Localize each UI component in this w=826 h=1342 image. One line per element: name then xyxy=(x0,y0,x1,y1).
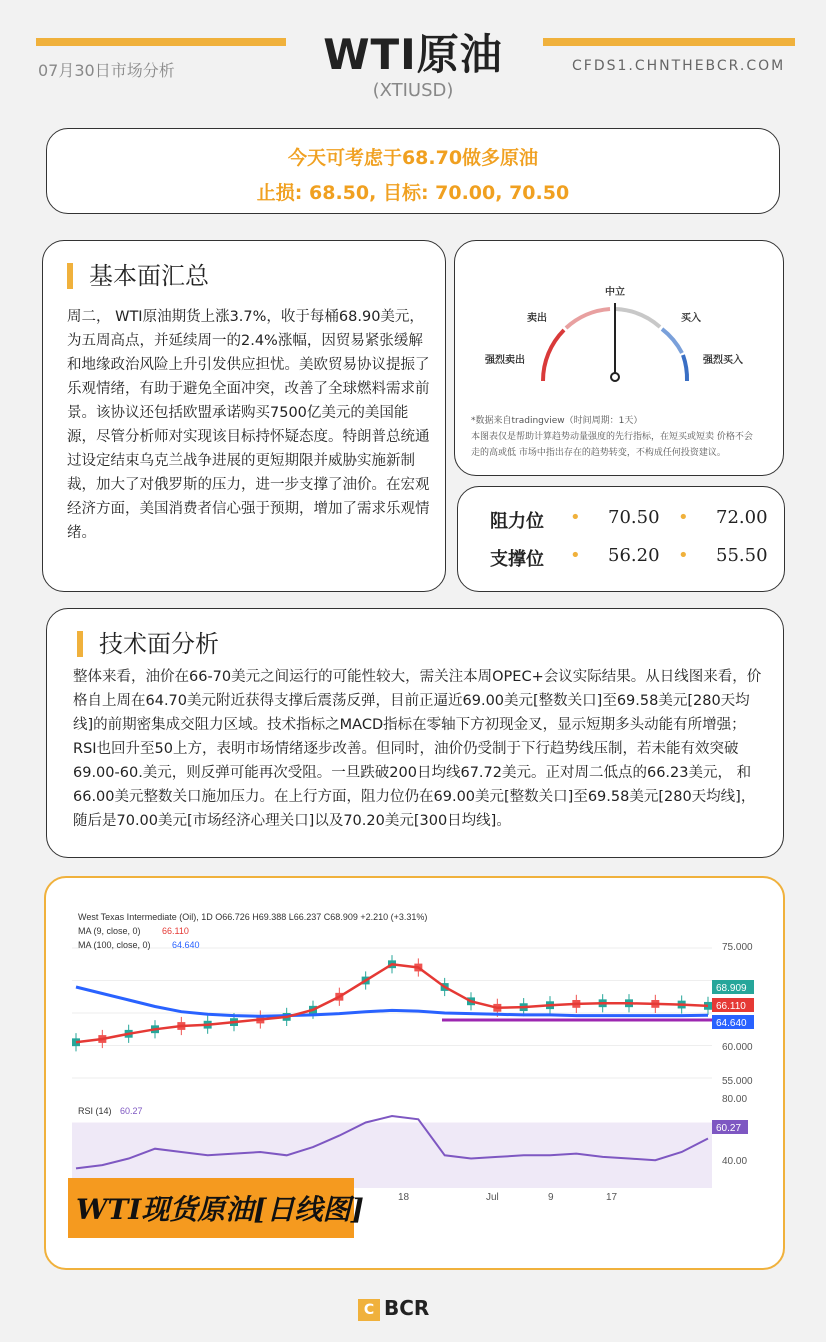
gauge-note-source: *数据来自tradingview（时间周期：1天） xyxy=(471,416,643,426)
technical-text: 整体来看，油价在66-70美元之间运行的可能性较大，需关注本周OPEC+会议实际结果。从日线图来看，价格自上周在64.70美元附近获得支撑后震荡反弹，目前正逼近69.00美元[整数关口]至69.58美元[280天均线]的前期密集成交阻力区域。技术指标之MACD指标在零轴下方初现金叉，显示短期多头动能有所增强；RSI也回升至50上方，表明市场情绪逐步改善。但同时，油价仍受制于下行趋势线压制，若未能有效突破69.00-60.美元，则反弹可能再次受阻。一旦跌破200日均线67.72美元。正对周二低点的66.23美元， 和66.00美元整数关口施加压力。在上行方面，阻力位仍在69.00美元[整数关口]至69.58美元[280天均线]，随后是70.00美元[市场经济心理关口]以及70.20美元[300日均线]。 xyxy=(73,669,762,829)
gauge-note-1: 本图表仅是帮助计算趋势动量强度的先行指标，在短买或短卖 价格不会 xyxy=(471,432,753,442)
recommendation-line-2: 止损: 68.50, 目标: 70.00, 70.50 xyxy=(256,182,570,204)
support-row xyxy=(458,545,784,575)
x-tick-18: 18 xyxy=(398,1192,410,1203)
bullet-icon: • xyxy=(570,507,581,528)
gauge-label-sell: 卖出 xyxy=(527,313,547,324)
gauge-arc-neutral xyxy=(616,309,660,327)
page-subtitle: (XTIUSD) xyxy=(372,80,454,101)
technical-heading: 技术面分析 xyxy=(77,631,219,657)
resistance-label: 阻力位 xyxy=(490,511,544,532)
price-tick-60: 60.000 xyxy=(722,1042,753,1053)
ma100-label: MA (100, close, 0) xyxy=(78,940,151,950)
ma9-tag: 66.110 xyxy=(716,1001,746,1012)
resistance-1: 70.50 xyxy=(608,507,660,528)
price-tick-55: 55.000 xyxy=(722,1076,753,1087)
bcr-logo: C BCR xyxy=(358,1296,468,1320)
sentiment-gauge-panel xyxy=(454,240,784,476)
gauge-arc-strong-sell xyxy=(543,330,564,381)
chart-header: West Texas Intermediate (Oil), 1D O66.726 H69.388 L66.237 C68.909 +2.210 (+3.31%) xyxy=(78,912,428,922)
gauge-arc-buy xyxy=(662,329,682,353)
x-tick-17: 17 xyxy=(606,1192,618,1203)
logo-mark-icon: C xyxy=(358,1299,380,1321)
recommendation-box xyxy=(46,128,780,214)
gauge-label-neutral: 中立 xyxy=(605,287,625,298)
gauge-label-buy: 买入 xyxy=(681,313,701,324)
gauge-svg xyxy=(455,241,785,411)
gauge-pivot xyxy=(611,373,619,381)
page-title: WTI原油 xyxy=(323,30,503,79)
gauge-label-strong-sell: 强烈卖出 xyxy=(485,355,525,366)
report-date: 07月30日市场分析 xyxy=(38,61,175,80)
price-tick-75: 75.000 xyxy=(722,942,753,953)
rsi-label: RSI (14) xyxy=(78,1106,112,1116)
ma100-tag: 64.640 xyxy=(716,1018,747,1029)
fundamentals-text: 周二， WTI原油期货上涨3.7%，收于每桶68.90美元，为五周高点，并延续周一的2.4%涨幅，因贸易紧张缓解和地缘政治风险上升引发供应担忧。美欧贸易协议提振了乐观情绪，有助于避免全面冲突，改善了全球燃料需求前景。该协议还包括欧盟承诺购买7500亿美元的美国能源，尽管分析师对实现该目标持怀疑态度。特朗普总统通过设定结束乌克兰战争进展的更短期限并威胁实施新制裁，加大了对俄罗斯的压力，进一步支撑了油价。在宏观经济方面，美国消费者信心强于预期，增加了需求乐观情绪。 xyxy=(67,309,430,541)
x-tick-9: 9 xyxy=(548,1192,554,1203)
fundamentals-panel xyxy=(42,240,446,592)
ma9-value: 66.110 xyxy=(162,926,189,936)
rsi-tick-80: 80.00 xyxy=(722,1094,748,1105)
fundamentals-heading: 基本面汇总 xyxy=(67,263,209,289)
chart-panel xyxy=(44,876,785,1270)
chart-caption: WTI现货原油[日线图] xyxy=(76,1193,364,1226)
gauge-arc-strong-buy xyxy=(683,355,687,381)
rsi-tag: 60.27 xyxy=(716,1123,742,1134)
bullet-icon: • xyxy=(570,545,581,566)
rsi-value: 60.27 xyxy=(120,1106,143,1116)
bullet-icon: • xyxy=(678,507,689,528)
gauge-note-2: 走的高或低 市场中指出存在的趋势转变，不构成任何投资建议。 xyxy=(471,448,726,458)
support-label: 支撑位 xyxy=(490,549,544,570)
technical-panel xyxy=(46,608,784,858)
resistance-2: 72.00 xyxy=(716,507,768,528)
gauge-arc-sell xyxy=(566,309,610,328)
ma100-value: 64.640 xyxy=(172,940,200,950)
site-url: CFDS1.CHNTHEBCR.COM xyxy=(572,58,786,74)
recommendation-line-1: 今天可考虑于68.70做多原油 xyxy=(287,147,539,169)
bullet-icon: • xyxy=(678,545,689,566)
rsi-tick-40: 40.00 xyxy=(722,1156,748,1167)
resistance-row xyxy=(458,507,784,537)
ma9-label: MA (9, close, 0) xyxy=(78,926,141,936)
x-tick-jul: Jul xyxy=(486,1192,499,1203)
gauge-label-strong-buy: 强烈买入 xyxy=(703,355,743,366)
last-price-tag: 68.909 xyxy=(716,983,747,994)
support-2: 55.50 xyxy=(716,545,768,566)
support-1: 56.20 xyxy=(608,545,660,566)
levels-panel xyxy=(457,486,785,592)
